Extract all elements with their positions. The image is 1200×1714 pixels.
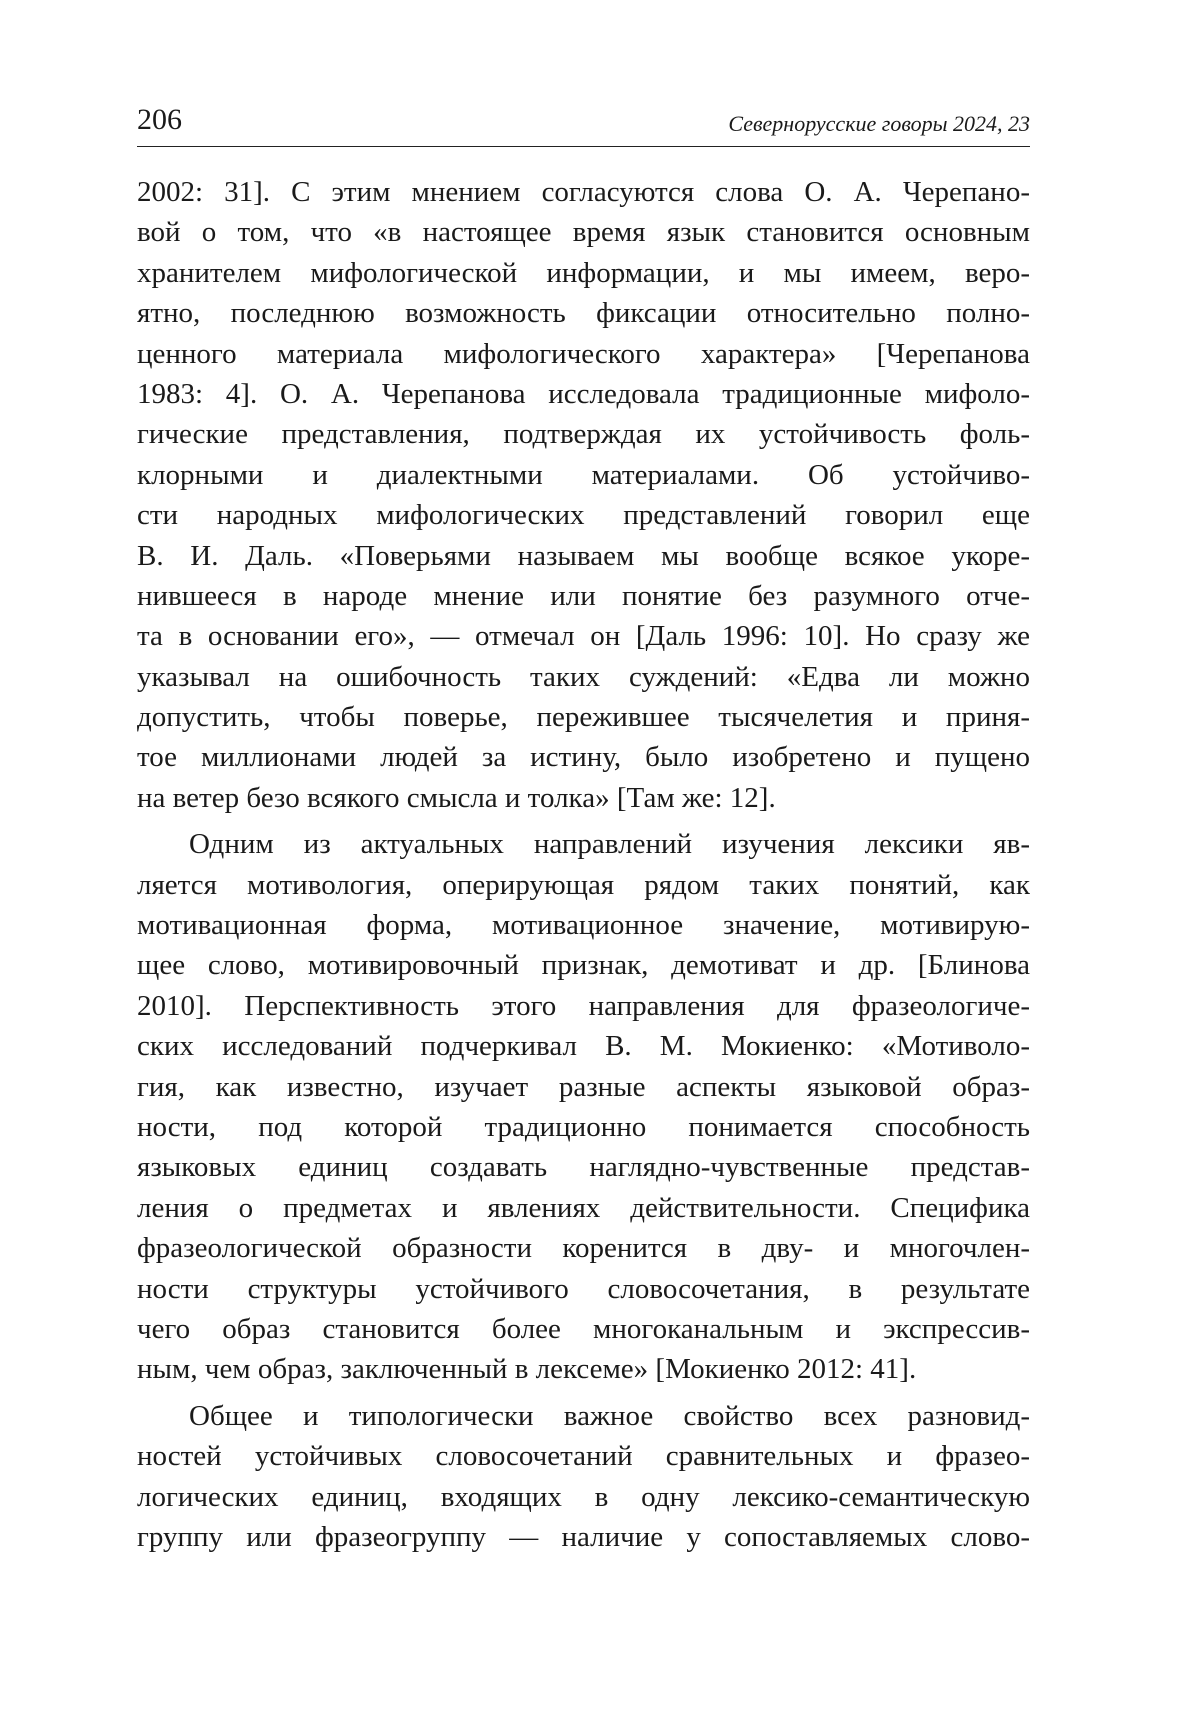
text-line: группу или фразеогруппу — наличие у сопоставляемых слово- [137, 1520, 1030, 1553]
text-line: 1983: 4]. О. А. Черепанова исследовала традиционные мифоло- [137, 377, 1030, 410]
text-line: на ветер безо всякого смысла и толка» [Там же: 12]. [137, 781, 776, 814]
text-line: ляется мотивология, оперирующая рядом таких понятий, как [137, 868, 1030, 901]
text-line: тое миллионами людей за истину, было изобретено и пущено [137, 741, 1030, 774]
running-head: Севернорусские говоры 2024, 23 [728, 111, 1030, 136]
text-line: допустить, чтобы поверье, пережившее тысячелетия и приня- [137, 701, 1030, 734]
paragraph-1 [137, 172, 1030, 818]
text-line: ления о предметах и явлениях действительности. Специфика [137, 1191, 1030, 1224]
text-line: чего образ становится более многоканальным и экспрессив- [137, 1312, 1030, 1345]
text-line: Общее и типологически важное свойство всех разновид- [189, 1399, 1030, 1432]
text-line: клорными и диалектными материалами. Об устойчиво- [137, 458, 1030, 491]
text-line: логических единиц, входящих в одну лексико-семантическую [137, 1480, 1030, 1513]
text-line: Одним из актуальных направлений изучения лексики яв- [189, 828, 1030, 861]
text-line: нившееся в народе мнение или понятие без разумного отче- [137, 579, 1030, 612]
text-line: В. И. Даль. «Поверьями называем мы вообще всякое укоре- [137, 539, 1030, 572]
body-text [137, 172, 1030, 1557]
text-line: ности, под которой традиционно понимается способность [137, 1110, 1030, 1143]
text-line: вой о том, что «в настоящее время язык становится основным [137, 216, 1030, 249]
paragraph-3 [137, 1396, 1030, 1558]
text-line: мотивационная форма, мотивационное значение, мотивирую- [137, 909, 1030, 942]
text-line: гия, как известно, изучает разные аспекты языковой образ- [137, 1070, 1030, 1103]
text-line: фразеологической образности коренится в дву- и многочлен- [137, 1232, 1030, 1265]
text-line: ности структуры устойчивого словосочетания, в результате [137, 1272, 1030, 1305]
text-line: ских исследований подчеркивал В. М. Мокиенко: «Мотиволо- [137, 1030, 1030, 1063]
text-line: сти народных мифологических представлений говорил еще [137, 499, 1030, 532]
text-line: 2010]. Перспективность этого направления для фразеологиче- [137, 989, 1030, 1022]
text-line: ценного материала мифологического характера» [Черепанова [137, 337, 1030, 370]
page-number: 206 [137, 103, 182, 136]
text-line: та в основании его», — отмечал он [Даль 1996: 10]. Но сразу же [137, 620, 1030, 653]
text-line: 2002: 31]. С этим мнением согласуются слова О. А. Черепано- [137, 176, 1030, 208]
text-line: щее слово, мотивировочный признак, демотиват и др. [Блинова [137, 949, 1030, 982]
text-line: ятно, последнюю возможность фиксации относительно полно- [137, 297, 1030, 330]
text-line: хранителем мифологической информации, и мы имеем, веро- [137, 256, 1030, 289]
text-line: ным, чем образ, заключенный в лексеме» [Мокиенко 2012: 41]. [137, 1353, 917, 1386]
text-line: ностей устойчивых словосочетаний сравнительных и фразео- [137, 1440, 1030, 1473]
text-line: языковых единиц создавать наглядно-чувственные представ- [137, 1151, 1030, 1184]
paragraph-2 [137, 824, 1030, 1389]
page-header [137, 100, 1030, 147]
text-line: гические представления, подтверждая их устойчивость фоль- [137, 418, 1030, 451]
text-line: указывал на ошибочность таких суждений: «Едва ли можно [137, 660, 1030, 693]
